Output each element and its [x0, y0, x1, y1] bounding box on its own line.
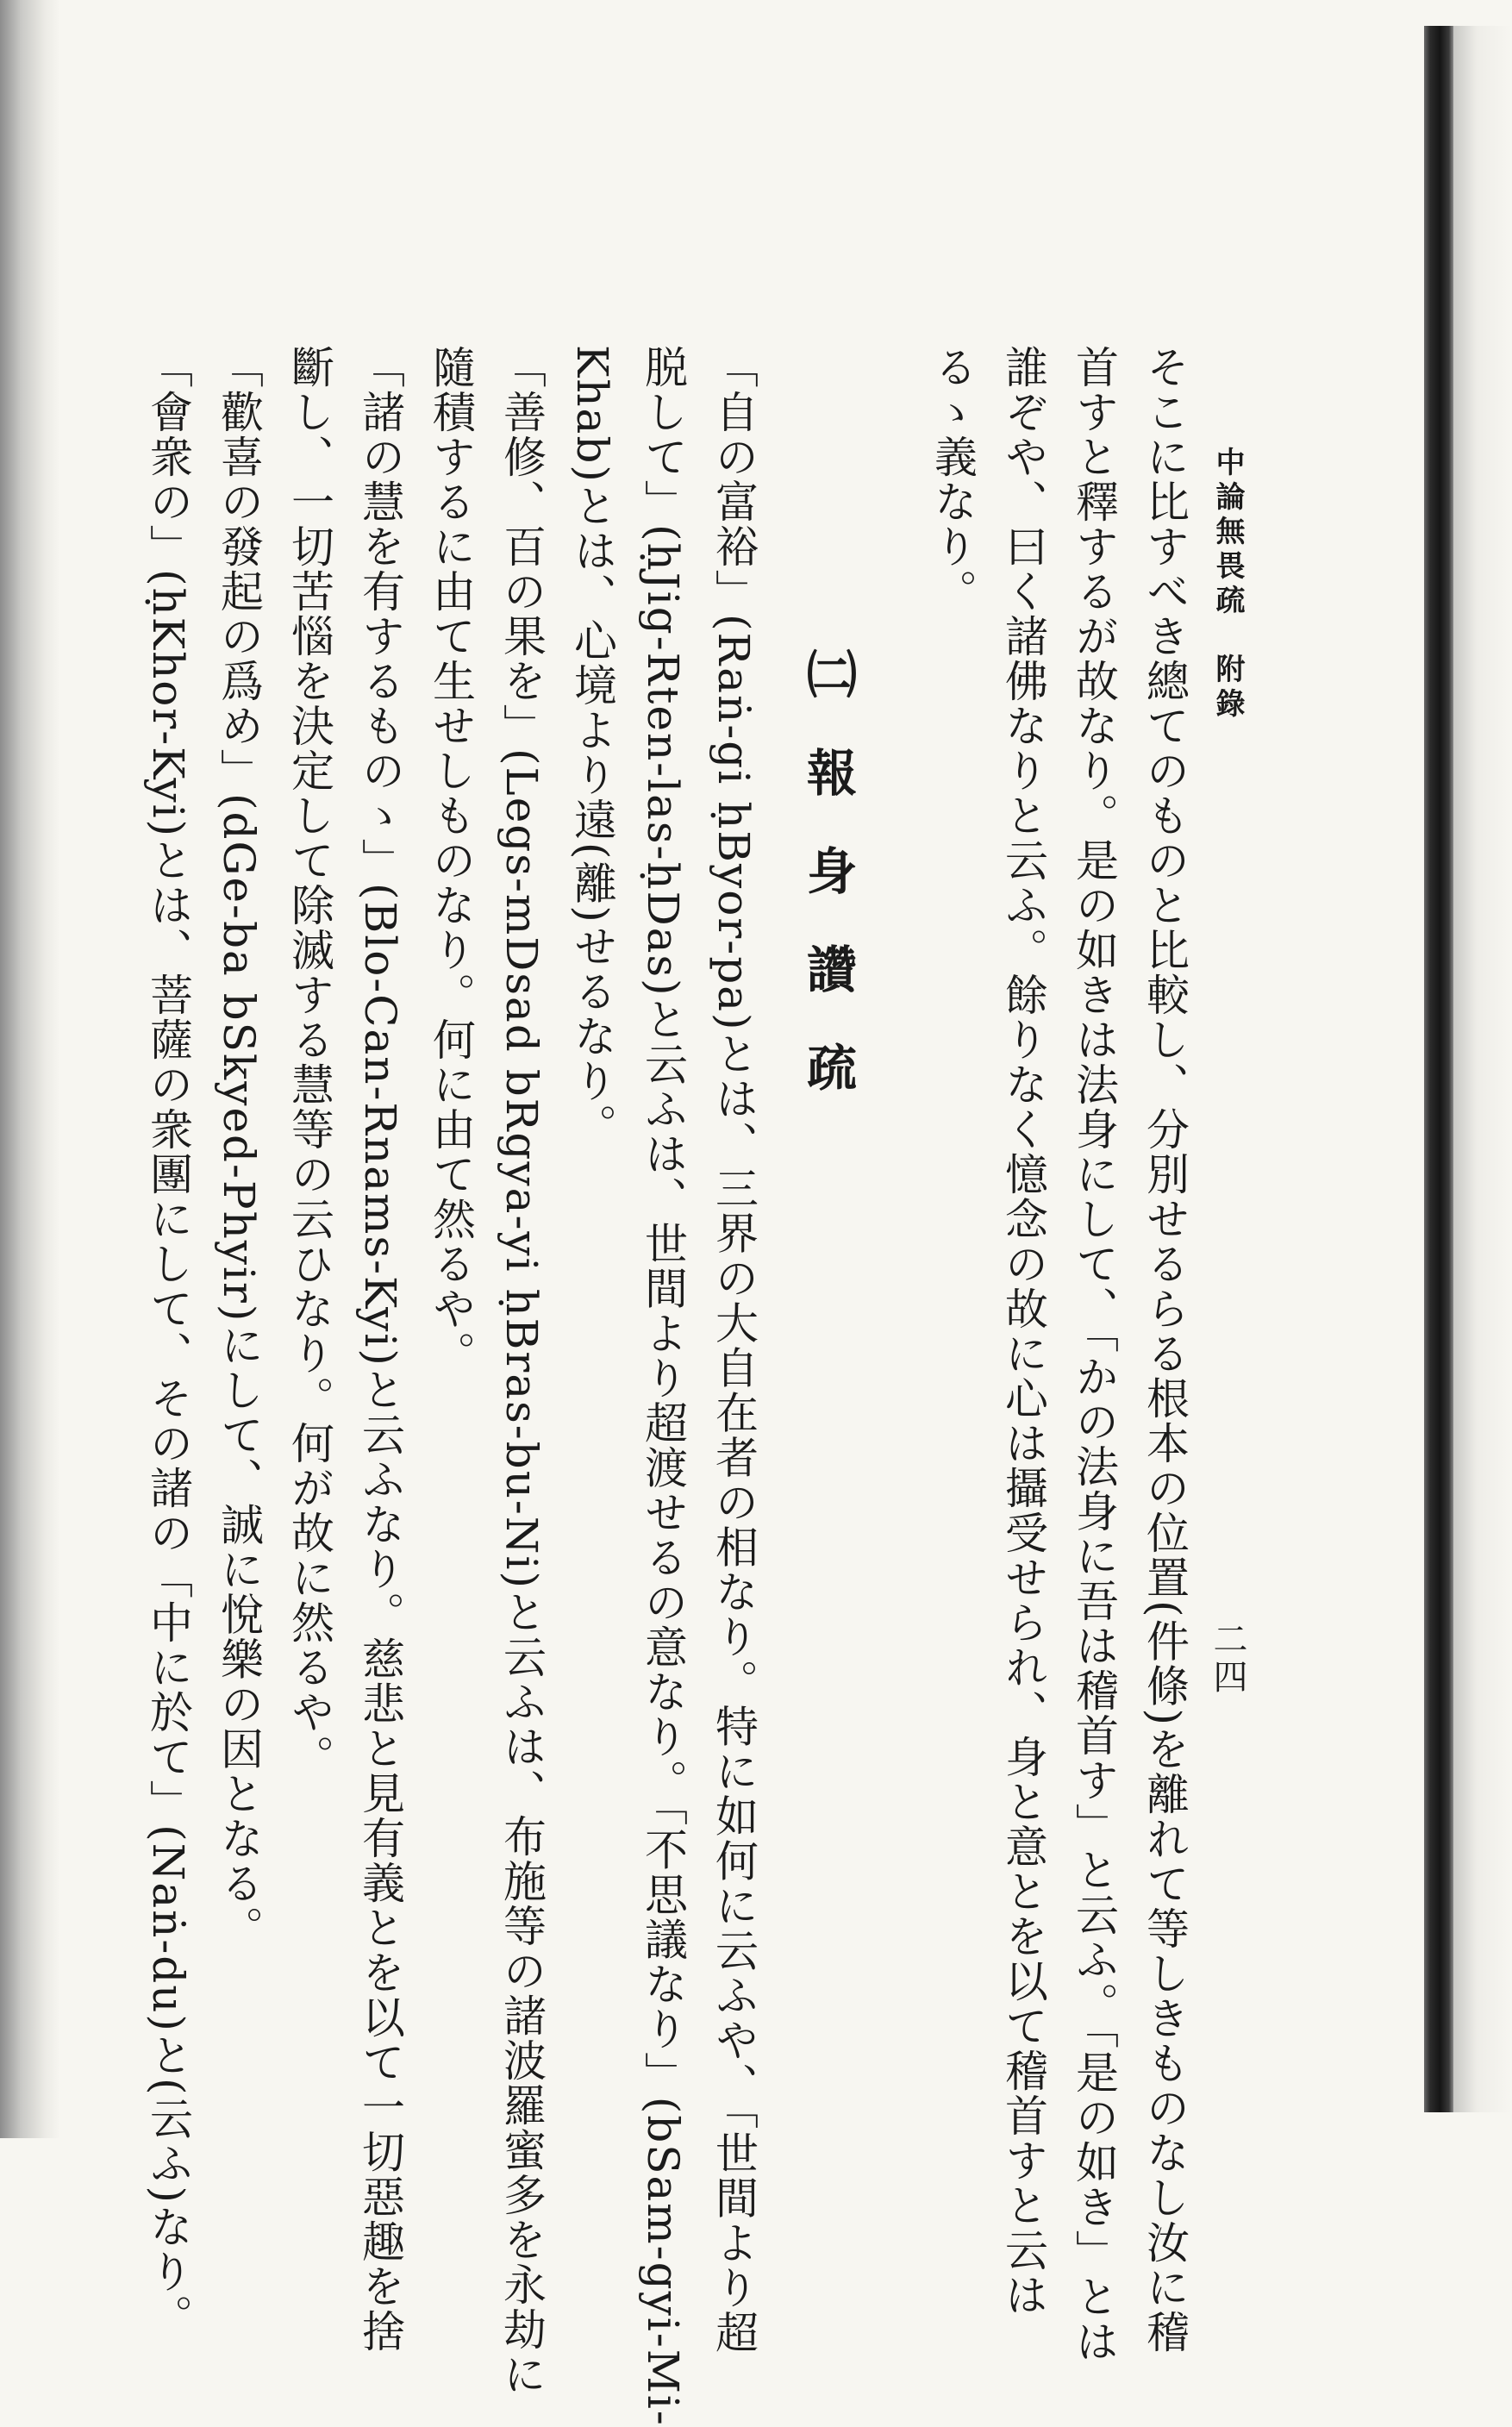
text-column-7: Khab)とは、心境より遠(離)せるなり。	[567, 345, 617, 1148]
page-left-shadow	[0, 0, 60, 2138]
text-column-12: 「歡喜の發起の爲め」(dGe-ba bSkyed-Phyir)にして、誠に悅樂の因となる。	[214, 345, 264, 1951]
text-column-3: 誰ぞや、曰く諸佛なりと云ふ。餘りなく憶念の故に心は攝受せられ、身と意とを以て稽首すと云は	[998, 345, 1048, 2318]
text-column-10: 「諸の慧を有するものゝ」(Blo-Can-Rnams-Kyi)と云ふなり。慈悲と見有義とを以て一切惡趣を捨	[355, 345, 405, 2354]
text-column-13: 「會衆の」(ḥKhor-Kyi)とは、菩薩の衆團にして、その諸の「中に於て」(Naṅ-du)と(云ふ)なり。	[143, 345, 193, 2339]
text-column-2: 首すと釋するが故なり。是の如きは法身にして、「かの法身に吾は稽首す」と云ふ。「是の如き」とは	[1069, 345, 1119, 2364]
book-spine-shadow	[1424, 26, 1453, 2112]
text-column-4: るゝ義なり。	[928, 345, 978, 614]
running-header: 中論無畏疏 附錄	[1210, 447, 1245, 722]
text-column-9: 隨積するに由て生せしものなり。何に由て然るや。	[426, 345, 476, 1376]
text-column-5: 「自の富裕」(Raṅ-gi ḥByor-pa)とは、三界の大自在者の相なり。特に如何に云ふや、「世間より超	[709, 345, 759, 2355]
text-column-8: 「善修、百の果を」(Legs-mDsad bRgya-yi ḥBras-bu-Ni)と云ふは、布施等の諸波羅蜜多を永劫に	[497, 345, 547, 2398]
section-heading: ㈡報身讚疏	[798, 648, 857, 1140]
text-column-1: そこに比すべき總てのものと比較し、分別せるらる根本の位置(件條)を離れて等しきものなし汝に稽	[1140, 345, 1190, 2355]
text-column-11: 斷し、一切苦惱を決定して除滅する慧等の云ひなり。何が故に然るや。	[284, 345, 334, 1780]
text-column-6: 脱して」(ḥJig-Rten-las-ḥDas)と云ふは、世間より超渡せるの意なり。「不思議なり」(bSam-gyi-Mi-	[638, 345, 688, 2427]
book-spine-edge	[1453, 26, 1512, 2112]
page-number: 二四	[1208, 1621, 1247, 1697]
